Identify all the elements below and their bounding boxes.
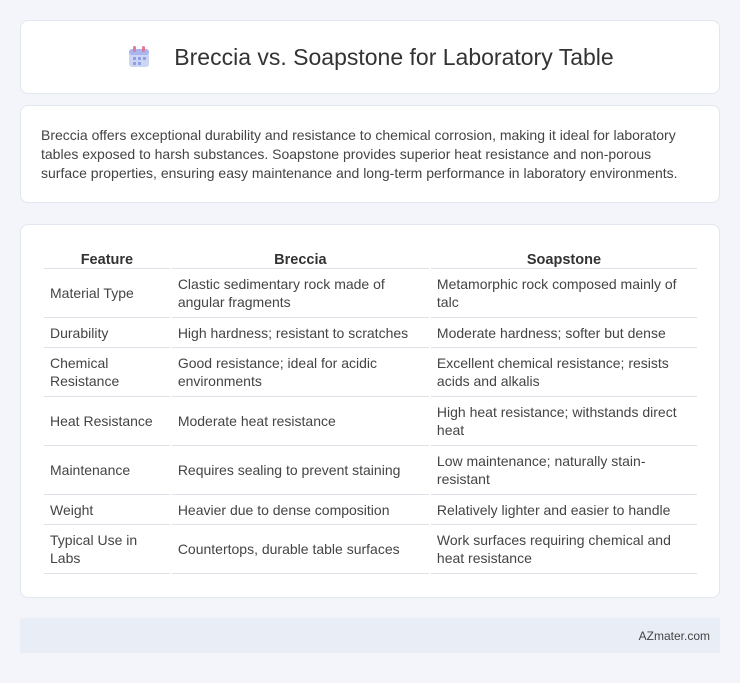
title-card [20,20,720,94]
row-feature: Heat Resistance [44,397,170,446]
row-breccia: High hardness; resistant to scratches [172,318,429,348]
table-row [44,446,697,495]
row-breccia: Good resistance; ideal for acidic environments [172,348,429,397]
table-row [44,525,697,574]
table-row [44,397,697,446]
table-row [44,269,697,318]
row-soapstone: Relatively lighter and easier to handle [431,495,697,525]
intro-text: Breccia offers exceptional durability and resistance to chemical corrosion, making it ideal for laboratory tables exposed to harsh substances. Soapstone provides superior heat resistance and non-porous surface properties, ensuring easy maintenance and long-term performance in laboratory environments. [41,127,678,181]
row-breccia: Clastic sedimentary rock made of angular fragments [172,269,429,318]
row-feature: Durability [44,318,170,348]
header-feature: Feature [44,247,170,269]
row-soapstone: Metamorphic rock composed mainly of talc [431,269,697,318]
row-feature: Material Type [44,269,170,318]
header-soapstone: Soapstone [431,247,697,269]
row-breccia: Heavier due to dense composition [172,495,429,525]
row-breccia: Countertops, durable table surfaces [172,525,429,574]
row-soapstone: Moderate hardness; softer but dense [431,318,697,348]
table-header-row [44,247,697,269]
row-soapstone: High heat resistance; withstands direct heat [431,397,697,446]
row-feature: Typical Use in Labs [44,525,170,574]
comparison-table-card [20,224,720,598]
intro-card [20,105,720,203]
row-breccia: Moderate heat resistance [172,397,429,446]
row-feature: Chemical Resistance [44,348,170,397]
header-breccia: Breccia [172,247,429,269]
table-row [44,495,697,525]
page-title: Breccia vs. Soapstone for Laboratory Table [174,43,614,70]
row-feature: Maintenance [44,446,170,495]
calendar-icon [126,44,152,70]
row-breccia: Requires sealing to prevent staining [172,446,429,495]
footer-brand: AZmater.com [638,628,710,643]
table-row [44,318,697,348]
row-soapstone: Work surfaces requiring chemical and heat resistance [431,525,697,574]
row-feature: Weight [44,495,170,525]
footer [20,618,720,653]
table-row [44,348,697,397]
row-soapstone: Low maintenance; naturally stain-resistant [431,446,697,495]
comparison-table [42,247,699,574]
row-soapstone: Excellent chemical resistance; resists acids and alkalis [431,348,697,397]
